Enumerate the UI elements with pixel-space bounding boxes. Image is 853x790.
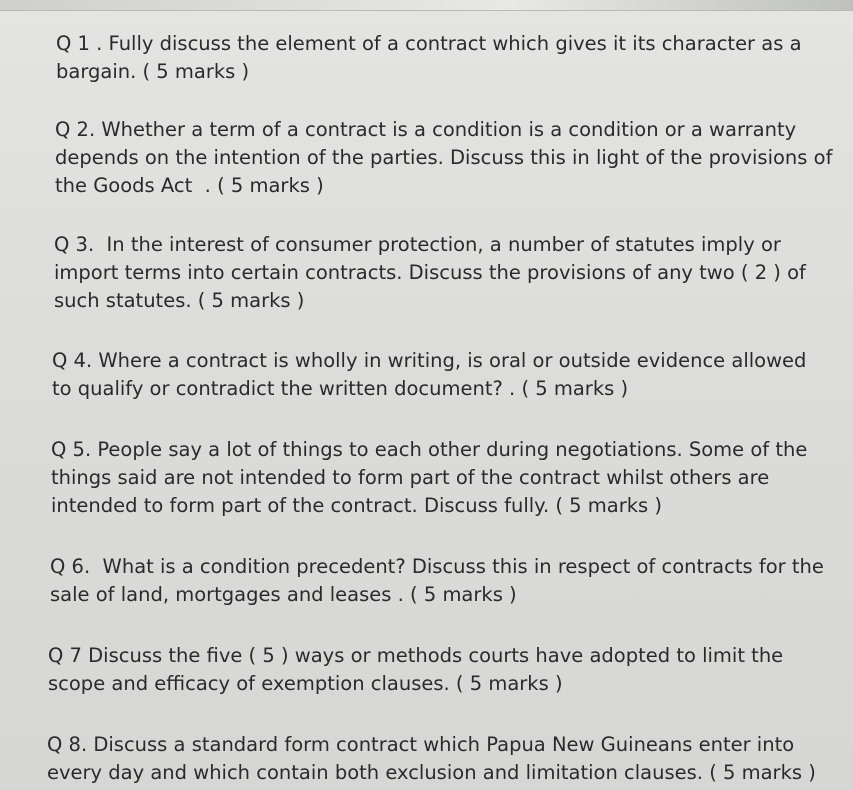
question-3: Q 3. In the interest of consumer protection, a number of statutes imply or import terms into certain contracts. Discuss the provisions of any two ( 2 ) of such statutes. ( 5 marks ) — [54, 233, 806, 312]
question-1: Q 1 . Fully discuss the element of a contract which gives it its character as a bargain. ( 5 marks ) — [56, 32, 802, 83]
question-7: Q 7 Discuss the five ( 5 ) ways or methods courts have adopted to limit the scope and efficacy of exemption clauses. ( 5 marks ) — [48, 644, 784, 695]
question-6: Q 6. What is a condition precedent? Discuss this in respect of contracts for the sale of land, mortgages and leases . ( 5 marks ) — [50, 555, 824, 606]
question-2: Q 2. Whether a term of a contract is a condition is a condition or a warranty depends on the intention of the parties. Discuss this in light of the provisions of the Goods Act . ( 5 marks ) — [55, 118, 833, 197]
question-5: Q 5. People say a lot of things to each other during negotiations. Some of the things said are not intended to form part of the contract whilst others are intended to form part of the contract. Discuss fully. ( 5 marks ) — [51, 438, 808, 517]
question-4: Q 4. Where a contract is wholly in writing, is oral or outside evidence allowed to qualify or contradict the written document? . ( 5 marks ) — [52, 349, 807, 400]
page-top-edge — [0, 0, 853, 11]
question-8: Q 8. Discuss a standard form contract which Papua New Guineans enter into every day and which contain both exclusion and limitation clauses. ( 5 marks ) — [47, 733, 816, 784]
